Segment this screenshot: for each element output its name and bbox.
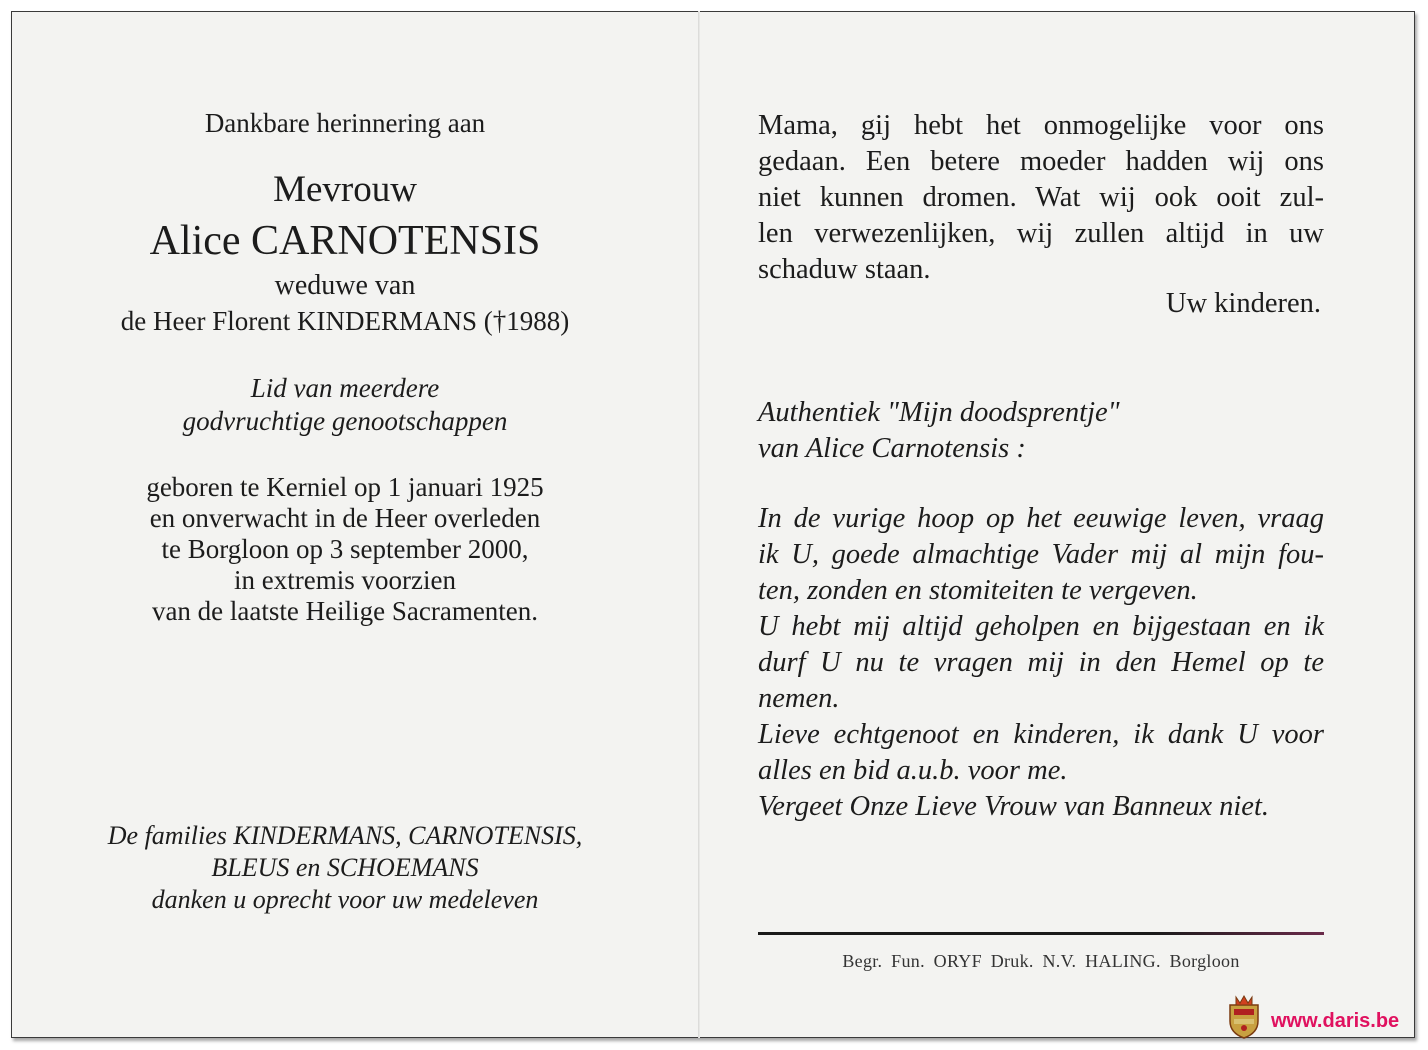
authentic-heading — [758, 395, 1324, 467]
life-details — [60, 472, 630, 627]
prayer-line: Lieve echtgenoot en kinderen, ik dank U voor — [758, 719, 1324, 750]
authentic-line: Authentiek "Mijn doodsprentje" — [758, 397, 1120, 428]
life-line: geboren te Kerniel op 1 januari 1925 — [146, 472, 544, 502]
family-line: danken u oprecht voor uw medeleven — [151, 885, 539, 914]
tribute-line: niet kunnen dromen. Wat wij ook ooit zul- — [758, 182, 1324, 213]
membership-line: godvruchtige genootschappen — [182, 406, 508, 436]
prayer-line: U hebt mij altijd geholpen en bijgestaan en ik — [758, 611, 1324, 642]
membership-text — [60, 372, 630, 438]
tribute-text — [758, 108, 1324, 288]
coat-of-arms-icon — [1226, 995, 1262, 1039]
signature: Uw kinderen. — [1165, 288, 1321, 319]
husband-text: de Heer Florent KINDERMANS (†1988) — [120, 306, 570, 336]
tribute-line: schaduw staan. — [758, 254, 931, 285]
prayer-line: durf U nu te vragen mij in den Hemel op te — [758, 647, 1324, 678]
tribute-line: len verwezenlijken, wij zullen altijd in uw — [758, 218, 1324, 249]
authentic-line: van Alice Carnotensis : — [758, 433, 1026, 464]
family-thanks — [60, 820, 630, 916]
prayer-line: alles en bid a.u.b. voor me. — [758, 755, 1068, 786]
prayer-line: In de vurige hoop op het eeuwige leven, vraag — [758, 503, 1324, 534]
life-line: in extremis voorzien — [234, 565, 456, 595]
prayer-text — [758, 501, 1324, 825]
prayer-line: ten, zonden en stomiteiten te vergeven. — [758, 575, 1198, 606]
life-line: te Borgloon op 3 september 2000, — [161, 534, 529, 564]
membership-line: Lid van meerdere — [250, 373, 440, 403]
family-line: BLEUS en SCHOEMANS — [211, 853, 479, 882]
prayer-line: nemen. — [758, 683, 840, 714]
divider-rule — [758, 932, 1324, 935]
intro-text: Dankbare herinnering aan — [204, 108, 486, 138]
card-fold — [698, 11, 700, 1038]
prayer-line: ik U, goede almachtige Vader mij al mijn fou- — [758, 539, 1324, 570]
life-line: en onverwacht in de Heer overleden — [149, 503, 541, 533]
tribute-line: Mama, gij hebt het onmogelijke voor ons — [758, 110, 1324, 141]
prayer-line: Vergeet Onze Lieve Vrouw van Banneux niet. — [758, 791, 1269, 822]
family-line: De families KINDERMANS, CARNOTENSIS, — [107, 821, 583, 850]
honorific: Mevrouw — [273, 169, 417, 210]
deceased-name: Alice CARNOTENSIS — [149, 218, 541, 264]
watermark-link[interactable]: www.daris.be — [1271, 1010, 1400, 1032]
tribute-line: gedaan. Een betere moeder hadden wij ons — [758, 146, 1324, 177]
life-line: van de laatste Heilige Sacramenten. — [151, 596, 539, 626]
printer-credit: Begr. Fun. ORYF Druk. N.V. HALING. Borgloon — [842, 951, 1240, 971]
widow-text: weduwe van — [274, 270, 416, 301]
